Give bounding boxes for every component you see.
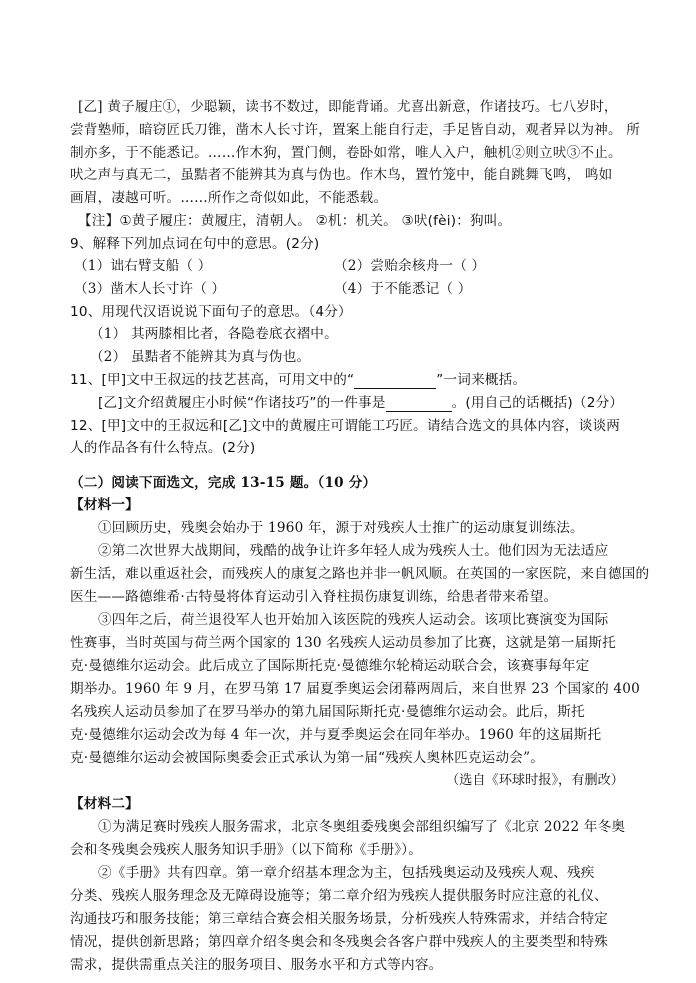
q9-item-2: （2）尝贻余核舟一（ ） [334, 258, 486, 274]
m2-para-1-line-1: ①为满足赛时残疾人服务需求，北京冬奥组委残奥会部组织编写了《北京 2022 年冬奥 [98, 819, 626, 835]
m1-para-3-line-3: 克·曼德维尔运动会。此后成立了国际斯托克·曼德维尔轮椅运动联合会，该赛事每年定 [70, 658, 590, 674]
q11-a-suffix: ”一词来概括。 [436, 372, 527, 388]
q11-part-b [98, 394, 623, 412]
q11-part-a [70, 371, 526, 389]
q10-item-2: （2） 虽黠者不能辨其为真与伪也。 [90, 349, 311, 365]
m1-para-1: ①回顾历史，残奥会始办于 1960 年，源于对残疾人士推广的运动康复训练法。 [98, 520, 584, 536]
q9-title: 9、解释下列加点词在句中的意思。(2分) [70, 236, 320, 252]
q10-title: 10、用现代汉语说说下面句子的意思。（4分） [70, 304, 352, 320]
m2-para-2-line-1: ②《手册》共有四章。第一章介绍基本理念为主，包括残奥运动及残疾人观、残疾 [98, 865, 595, 881]
q12-line-1: 12、[甲]文中的王叔远和[乙]文中的黄履庄可谓能工巧匠。请结合选文的具体内容，谈谈两 [70, 418, 621, 434]
m1-para-3-line-6: 克·曼德维尔运动会改为每 4 年一次，并与夏季奥运会在同年举办。1960 年的这届斯托 [70, 727, 602, 743]
q9-item-1: （1）诎右臂支船（ ） [74, 258, 212, 274]
m2-para-1-line-2: 会和冬残奥会残疾人服务知识手册》（以下简称《手册》）。 [70, 842, 423, 858]
material-2-label: 【材料二】 [70, 796, 139, 812]
m1-para-2-line-1: ②第二次世界大战期间，残酷的战争让许多年轻人成为残疾人士。他们因为无法适应 [98, 543, 609, 559]
q11-b-answer-blank[interactable] [386, 397, 452, 412]
material-1-label: 【材料一】 [70, 497, 139, 513]
m1-para-3-line-1: ③四年之后，荷兰退役军人也开始加入该医院的残疾人运动会。该项比赛演变为国际 [98, 612, 609, 628]
m1-para-3-line-4: 期举办。1960 年 9 月，在罗马第 17 届夏季奥运会闭幕两周后，来自世界 23 个国家的 400 [70, 681, 640, 697]
m1-para-3-line-7: 克·曼德维尔运动会被国际奥委会正式承认为第一届“残疾人奥林匹克运动会”。 [70, 750, 545, 766]
m1-para-3-line-2: 性赛事，当时英国与荷兰两个国家的 130 名残疾人运动员参加了比赛，这就是第一届斯托 [70, 635, 616, 651]
q11-a-answer-blank[interactable] [354, 374, 436, 389]
q11-a-prefix: 11、[甲]文中王叔远的技艺甚高，可用文中的“ [70, 372, 355, 388]
m2-para-2-line-4: 情况，提供创新思路；第四章介绍冬奥会和冬残奥会各客户群中残疾人的主要类型和特殊 [70, 934, 608, 950]
m2-para-2-line-5: 需求，提供需重点关注的服务项目、服务水平和方式等内容。 [70, 957, 443, 973]
m1-source: （选自《环球时报》，有删改） [445, 773, 624, 788]
q12-line-2: 人的作品各有什么特点。(2分) [70, 440, 256, 456]
m1-para-2-line-3: 医生——路德维希·古特曼将体育运动引入脊柱损伤康复训练，给患者带来希望。 [70, 589, 558, 605]
section-2-title: （二）阅读下面选文，完成 13-15 题。（10 分） [70, 475, 377, 491]
yi-line-3: 制亦多，于不能悉记。……作木狗，置门侧，卷卧如常，唯人入户，触机②则立吠③不止。 [70, 145, 622, 161]
yi-note: 【注】①黄子履庄：黄履庄，清朝人。 ②机：机关。 ③吠(fèi)：狗叫。 [78, 213, 512, 229]
m1-para-2-line-2: 新生活，难以重返社会，而残疾人的康复之路也并非一帆风顺。在英国的一家医院，来自德国的 [70, 566, 650, 582]
m1-para-3-line-5: 名残疾人运动员参加了在罗马举办的第九届国际斯托克·曼德维尔运动会。此后，斯托 [70, 704, 585, 720]
yi-line-5: 画眉，凄越可听。……所作之奇似如此，不能悉载。 [70, 190, 388, 206]
m2-para-2-line-3: 沟通技巧和服务技能；第三章结合赛会相关服务场景，分析残疾人特殊需求，并结合特定 [70, 911, 608, 927]
m2-para-2-line-2: 分类、残疾人服务理念及无障碍设施等；第二章介绍为残疾人提供服务时应注意的礼仪、 [70, 888, 608, 904]
q10-item-1: （1） 其两膝相比者，各隐卷底衣褶中。 [90, 326, 338, 342]
q9-item-3: （3）凿木人长寸许（ ） [74, 281, 226, 297]
yi-line-2: 尝背塾师，暗窃匠氏刀锥，凿木人长寸许，置案上能自行走，手足皆自动，观者异以为神。 所 [70, 122, 641, 138]
yi-line-4: 吠之声与真无二，虽黠者不能辨其为真与伪也。作木鸟，置竹笼中，能自跳舞飞鸣， 鸣如 [70, 167, 613, 183]
q11-b-suffix: 。(用自己的话概括)（2分） [451, 395, 624, 411]
q11-b-prefix: [乙]文介绍黄履庄小时候“作诸技巧”的一件事是 [98, 395, 386, 411]
q9-item-4: （4）于不能悉记（ ） [334, 281, 472, 297]
yi-line-1: [乙] 黄子履庄①，少聪颖，读书不数过，即能背诵。尤喜出新意，作诸技巧。七八岁时， [78, 99, 618, 115]
